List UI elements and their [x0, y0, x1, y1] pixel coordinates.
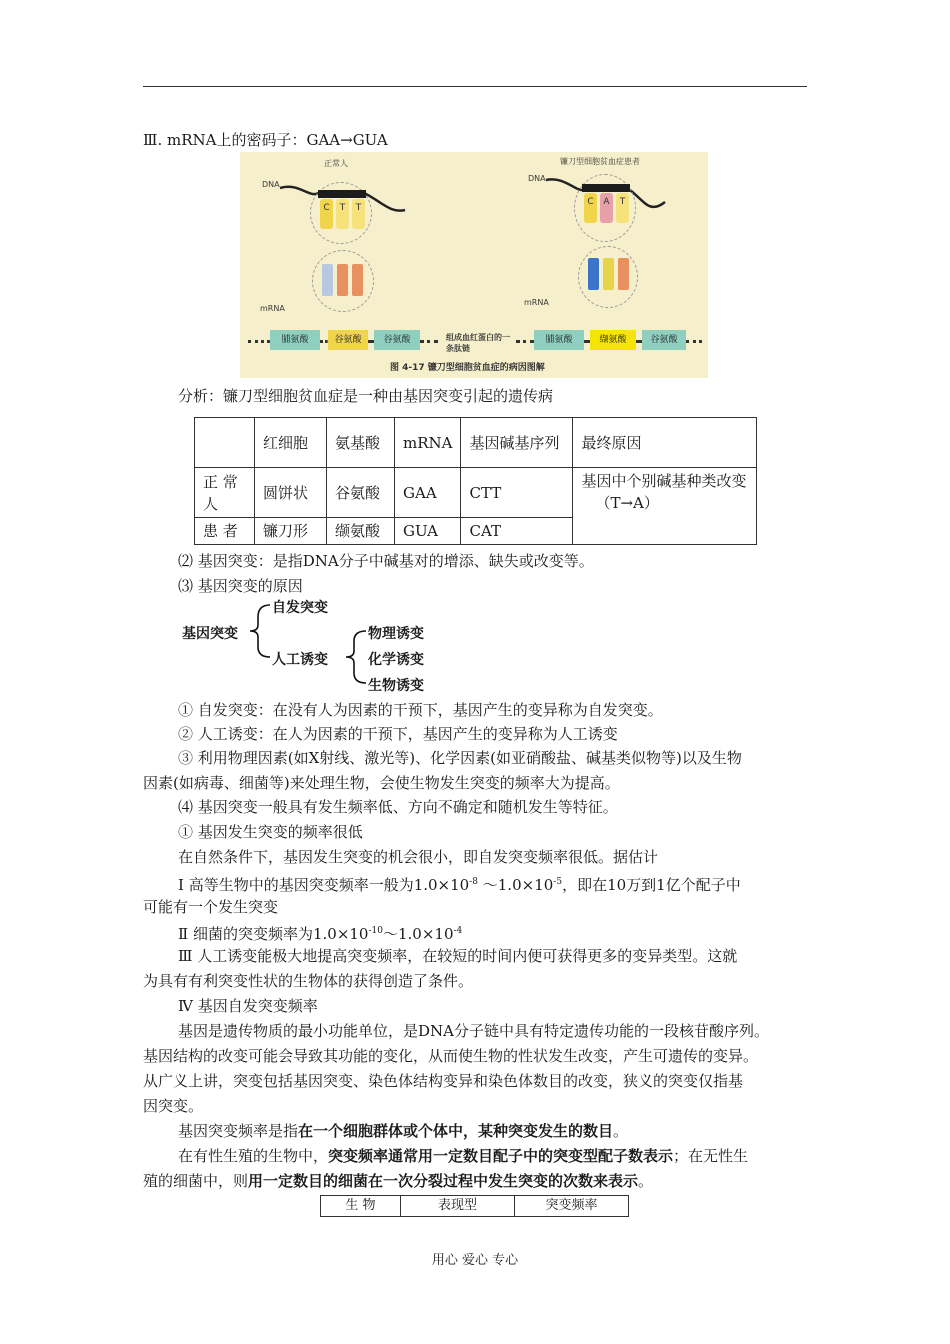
- paragraph: 为具有有利突变性状的生物体的获得创造了条件。: [143, 972, 474, 990]
- table-row: [195, 468, 757, 518]
- exponent: -8: [469, 877, 478, 887]
- patient-label: 镰刀型细胞贫血症患者: [560, 157, 640, 166]
- table-cell: 谷氨酸: [327, 468, 395, 518]
- tree-braces: [180, 595, 440, 695]
- table-header-cell: 氨基酸: [327, 418, 395, 468]
- paragraph: [178, 1121, 628, 1141]
- chain-dots: [516, 340, 534, 343]
- table-cell: GAA: [395, 468, 461, 518]
- paragraph: Ⅳ 基因自发突变频率: [178, 997, 318, 1015]
- paragraph: 从广义上讲，突变包括基因突变、染色体结构变异和染色体数目的改变，狭义的突变仅指基: [143, 1072, 744, 1090]
- paragraph: [178, 872, 741, 895]
- table-cell: GUA: [395, 518, 461, 545]
- base-peg: C: [584, 193, 597, 223]
- normal-label: 正常人: [324, 159, 348, 168]
- mrna-nucleotide: [352, 264, 363, 296]
- frequency-text: ～1.0×10: [382, 925, 454, 943]
- paragraph: ① 基因发生突变的频率很低: [178, 823, 363, 841]
- chain-dots: [420, 340, 438, 343]
- base-peg: T: [616, 193, 629, 223]
- table-header-cell: 突变频率: [515, 1196, 629, 1217]
- definition-text: ⑵ 基因突变：是指DNA分子中碱基对的增添、缺失或改变等。: [178, 552, 594, 570]
- text-span: 殖的细菌中，则: [143, 1172, 249, 1190]
- dna-label-right: DNA: [528, 174, 546, 183]
- paragraph: [178, 1146, 748, 1166]
- exponent: -4: [453, 926, 463, 936]
- mrna-nucleotide: [603, 258, 614, 290]
- mrna-nucleotide: [337, 264, 348, 296]
- paragraph: [143, 1171, 653, 1191]
- page-footer: 用心 爱心 专心: [431, 1253, 519, 1268]
- analysis-text: 分析：镰刀型细胞贫血症是一种由基因突变引起的遗传病: [178, 387, 554, 405]
- sickle-cell-figure: [240, 152, 708, 378]
- chain-dots: [248, 340, 270, 343]
- table-header-cell: 生 物: [321, 1196, 401, 1217]
- paragraph: 因素(如病毒、细菌等)来处理生物，会使生物发生突变的频率大为提高。: [143, 774, 620, 792]
- paragraph: 因突变。: [143, 1097, 204, 1115]
- section-heading: Ⅲ. mRNA上的密码子：GAA→GUA: [143, 131, 388, 149]
- figure-caption: 图 4-17 镰刀型细胞贫血症的病因图解: [390, 363, 545, 373]
- paragraph: 在自然条件下，基因发生突变的机会很小，即自发突变频率很低。据估计: [178, 848, 659, 866]
- frequency-table: [320, 1195, 629, 1217]
- frequency-text: Ⅰ 高等生物中的基因突变频率一般为1.0×10: [178, 876, 470, 894]
- paragraph: ② 人工诱变：在人为因素的干预下，基因产生的变异称为人工诱变: [178, 725, 618, 743]
- chain-dots: [686, 340, 702, 343]
- bold-text: 在一个细胞群体或个体中，某种突变发生的数目: [298, 1122, 614, 1140]
- amino-acid-box: 缬氨酸: [590, 330, 636, 350]
- amino-acid-box: 谷氨酸: [642, 330, 686, 350]
- mrna-label-left: mRNA: [260, 304, 285, 313]
- reason-note: （T→A）: [595, 494, 659, 512]
- bold-text: 用一定数目的细菌在一次分裂过程中发生突变的次数来表示: [248, 1172, 639, 1190]
- amino-acid-box: 谷氨酸: [374, 330, 420, 350]
- table-header-cell: 红细胞: [255, 418, 327, 468]
- paragraph: ③ 利用物理因素(如X射线、激光等)、化学因素(如亚硝酸盐、碱基类似物等)以及生物: [178, 749, 742, 767]
- chain-dots: [320, 340, 328, 343]
- frequency-text: ，即在10万到1亿个配子中: [562, 876, 741, 894]
- amino-acid-box: 脯氨酸: [270, 330, 320, 350]
- table-cell: 圆饼状: [255, 468, 327, 518]
- mrna-label-right: mRNA: [524, 298, 549, 307]
- table-header-row: [321, 1196, 629, 1217]
- text-span: 在有性生殖的生物中，: [178, 1147, 329, 1165]
- table-header-cell: 基因碱基序列: [461, 418, 573, 468]
- tree-biological: 生物诱变: [368, 678, 424, 694]
- text-span: ；在无性生: [673, 1147, 749, 1165]
- peptide-chain-label: 组成血红蛋白的一条肽链: [446, 333, 510, 353]
- paragraph: ⑷ 基因突变一般具有发生频率低、方向不确定和随机发生等特征。: [178, 798, 618, 816]
- exponent: -10: [368, 926, 383, 936]
- paragraph: [178, 921, 462, 944]
- table-header-cell: mRNA: [395, 418, 461, 468]
- mrna-nucleotide: [588, 258, 599, 290]
- text-span: 。: [638, 1172, 654, 1190]
- paragraph: 可能有一个发生突变: [143, 898, 279, 916]
- mrna-nucleotide: [322, 264, 333, 296]
- table-header-row: [195, 418, 757, 468]
- tree-spontaneous: 自发突变: [272, 600, 328, 616]
- table-cell: 缬氨酸: [327, 518, 395, 545]
- table-cell: CAT: [461, 518, 573, 545]
- base-peg: C: [320, 199, 333, 229]
- bold-text: 突变频率通常用一定数目配子中的突变型配子数表示: [328, 1147, 674, 1165]
- paragraph: Ⅲ 人工诱变能极大地提高突变频率，在较短的时间内便可获得更多的变异类型。这就: [178, 947, 738, 965]
- mutation-tree-diagram: [180, 595, 440, 695]
- text-span: 基因突变频率是指: [178, 1122, 299, 1140]
- header-rule: [143, 86, 807, 87]
- table-cell: 患 者: [195, 518, 255, 545]
- tree-physical: 物理诱变: [368, 626, 424, 642]
- base-peg: T: [352, 199, 365, 229]
- paragraph: ① 自发突变：在没有人为因素的干预下，基因产生的变异称为自发突变。: [178, 701, 663, 719]
- text-span: 。: [613, 1122, 629, 1140]
- table-cell: CTT: [461, 468, 573, 518]
- exponent: -5: [553, 877, 563, 887]
- paragraph: 基因是遗传物质的最小功能单位，是DNA分子链中具有特定遗传功能的一段核苷酸序列。: [178, 1022, 769, 1040]
- paragraph: 基因结构的改变可能会导致其功能的变化，从而使生物的性状发生改变，产生可遗传的变异。: [143, 1047, 759, 1065]
- base-peg: A: [600, 193, 613, 223]
- tree-induced: 人工诱变: [272, 652, 328, 668]
- table-header-cell: [195, 418, 255, 468]
- comparison-table: [194, 417, 757, 545]
- frequency-text: ～1.0×10: [478, 876, 554, 894]
- table-header-cell: 最终原因: [573, 418, 757, 468]
- reason-cell: [573, 468, 757, 545]
- amino-acid-box: 脯氨酸: [534, 330, 584, 350]
- table-cell: 正 常 人: [195, 468, 255, 518]
- table-header-cell: 表现型: [401, 1196, 515, 1217]
- reason-text: 基因中个别碱基种类改变: [581, 472, 747, 490]
- dna-bar-patient: [582, 184, 630, 192]
- table-cell: 镰刀形: [255, 518, 327, 545]
- base-peg: T: [336, 199, 349, 229]
- tree-chemical: 化学诱变: [368, 652, 424, 668]
- amino-acid-box: 谷氨酸: [328, 330, 368, 350]
- cause-heading: ⑶ 基因突变的原因: [178, 577, 303, 595]
- mrna-nucleotide: [618, 258, 629, 290]
- dna-bar-normal: [318, 190, 366, 198]
- dna-label-left: DNA: [262, 180, 280, 189]
- frequency-text: Ⅱ 细菌的突变频率为1.0×10: [178, 925, 369, 943]
- tree-root: 基因突变: [182, 626, 238, 642]
